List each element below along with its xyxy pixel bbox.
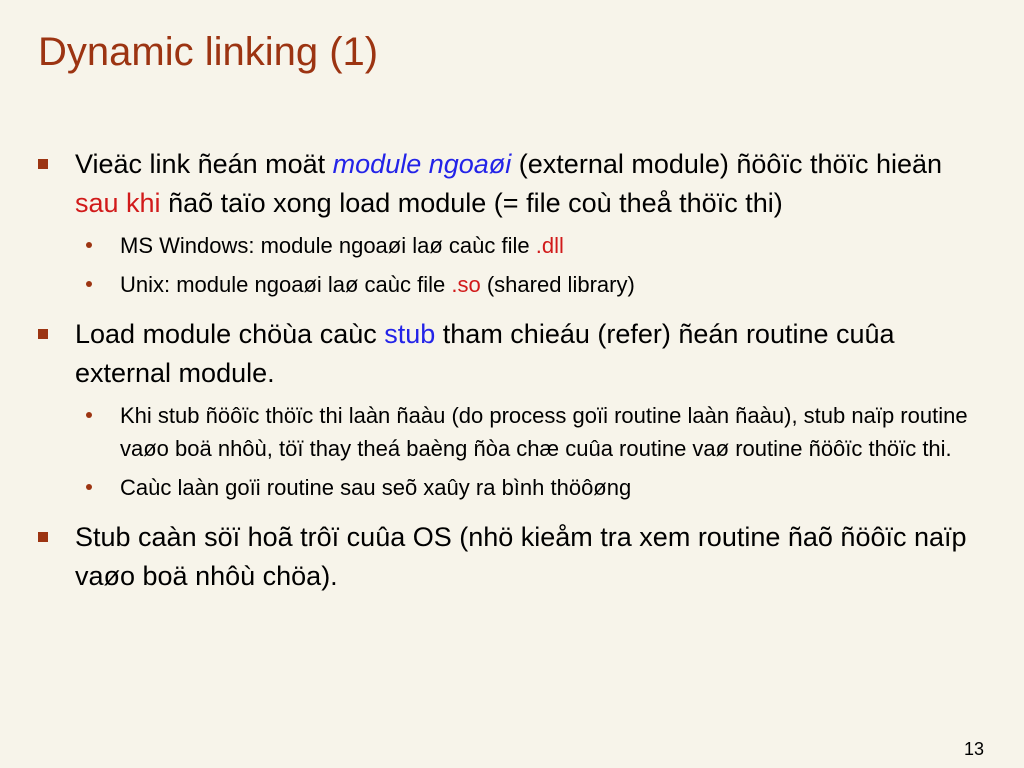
highlight-sau-khi: sau khi bbox=[75, 188, 161, 218]
sub-bullet-text: MS Windows: module ngoaøi laø caùc file bbox=[120, 233, 536, 258]
page-number: 13 bbox=[963, 739, 984, 759]
sub-bullet-text: Unix: module ngoaøi laø caùc file bbox=[120, 272, 452, 297]
bullet-text: tham chieáu (refer) ñeán routine cuûa external module. bbox=[75, 319, 895, 388]
sub-bullet-text: Caùc laàn goïi routine sau seõ xaûy ra bình thöôøng bbox=[120, 475, 632, 500]
square-bullet-icon bbox=[38, 532, 48, 542]
square-bullet-icon bbox=[38, 329, 48, 339]
highlight-so: .so bbox=[451, 272, 481, 297]
sub-bullet-unix bbox=[38, 268, 988, 301]
highlight-dll: .dll bbox=[535, 233, 564, 258]
dot-bullet-icon bbox=[86, 484, 92, 490]
dot-bullet-icon bbox=[86, 242, 92, 248]
bullet-text: (external module) ñöôïc thöïc hieän bbox=[511, 149, 943, 179]
dot-bullet-icon bbox=[86, 281, 92, 287]
dot-bullet-icon bbox=[86, 412, 92, 418]
bullet-text: Vieäc link ñeán moät bbox=[75, 149, 333, 179]
slide-title: Dynamic linking (1) bbox=[38, 30, 379, 74]
sub-bullet-text: Khi stub ñöôïc thöïc thi laàn ñaàu (do process goïi routine laàn ñaàu), stub naïp routine vaøo boä nhôù, töï thay theá baèng ñòa chæ cuûa routine vaø routine ñöôïc thöïc thi. bbox=[120, 403, 968, 461]
highlight-module-ngoai: module ngoaøi bbox=[332, 149, 512, 179]
sub-bullet-text: (shared library) bbox=[480, 272, 635, 297]
highlight-stub: stub bbox=[384, 319, 436, 349]
bullet-text: Stub caàn söï hoã trôï cuûa OS (nhö kieåm tra xem routine ñaõ ñöôïc naïp vaøo boä nhôù chöa). bbox=[75, 522, 967, 591]
bullet-item-stub bbox=[38, 315, 988, 393]
square-bullet-icon bbox=[38, 159, 48, 169]
sub-bullet-later-calls bbox=[38, 471, 988, 504]
sub-bullet-stub-first-call bbox=[38, 399, 988, 465]
bullet-text: Load module chöùa caùc bbox=[75, 319, 385, 349]
bullet-item-os-support bbox=[38, 518, 988, 596]
bullet-text: ñaõ taïo xong load module (= file coù theå thöïc thi) bbox=[160, 188, 783, 218]
bullet-item-external-module bbox=[38, 145, 988, 223]
sub-bullet-windows bbox=[38, 229, 988, 262]
slide-content bbox=[38, 145, 988, 596]
